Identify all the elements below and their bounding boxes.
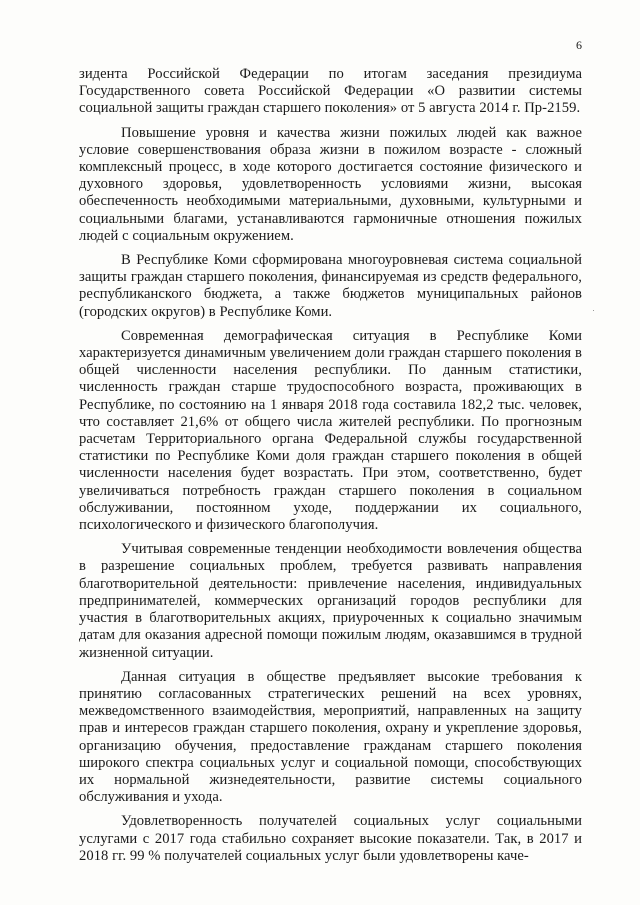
page-number: 6 bbox=[576, 38, 582, 52]
document-body bbox=[79, 66, 582, 872]
paragraph-4: Современная демографическая ситуация в Республике Коми характеризуется динамичным увеличением доли граждан старшего поколения в общей численности населения республики. По данным статистики, численность граждан старше трудоспособного возраста, проживающих в Республике, по состоянию на 1 января 2018 года составила 182,2 тыс. человек, что составляет 21,6% от общего числа жителей республики. По прогнозным расчетам Территориального органа Федеральной службы государственной статистики по Республике Коми доля граждан старшего поколения в общей численности населения будет возрастать. При этом, соответственно, будет увеличиваться потребность граждан старшего поколения в социальном обслуживании, постоянном уходе, поддержании их социального, психологического и физического благополучия. bbox=[79, 327, 582, 534]
paragraph-6: Данная ситуация в обществе предъявляет высокие требования к принятию согласованных стратегических решений на всех уровнях, межведомственного взаимодействия, мероприятий, направленных на защиту прав и интересов граждан старшего поколения, охрану и укрепление здоровья, организацию обучения, предоставление гражданам старшего поколения широкого спектра социальных услуг и социальной помощи, способствующих их нормальной жизнедеятельности, развитие системы социального обслуживания и ухода. bbox=[79, 668, 582, 806]
paragraph-1: зидента Российской Федерации по итогам заседания президиума Государственного совета Российской Федерации «О развитии системы социальной защиты граждан старшего поколения» от 5 августа 2014 г. Пр-2159. bbox=[79, 66, 582, 117]
paragraph-2: Повышение уровня и качества жизни пожилых людей как важное условие совершенствования образа жизни в пожилом возрасте - сложный комплексный процесс, в ходе которого достигается состояние физического и духовного здоровья, удовлетворенность условиями жизни, высокая обеспеченность необходимыми материальными, духовными, культурными и социальными благами, устанавливаются гармоничные отношения пожилых людей с социальным окружением. bbox=[79, 124, 582, 244]
paragraph-5: Учитывая современные тенденции необходимости вовлечения общества в разрешение социальных проблем, требуется развивать направления благотворительной деятельности: привлечение населения, индивидуальных предпринимателей, коммерческих организаций городов республики для участия в благотворительных акциях, приуроченных к социально значимым датам для оказания адресной помощи пожилым людям, оказавшимся в трудной жизненной ситуации. bbox=[79, 541, 582, 661]
paragraph-7: Удовлетворенность получателей социальных услуг социальными услугами с 2017 года стабильно сохраняет высокие показатели. Так, в 2017 и 2018 гг. 99 % получателей социальных услуг были удовлетворены каче- bbox=[79, 813, 582, 864]
scan-speck bbox=[593, 310, 594, 311]
paragraph-3: В Республике Коми сформирована многоуровневая система социальной защиты граждан старшего поколения, финансируемая из средств федерального, республиканского бюджета, а также бюджетов муниципальных районов (городских округов) в Республике Коми. bbox=[79, 252, 582, 320]
